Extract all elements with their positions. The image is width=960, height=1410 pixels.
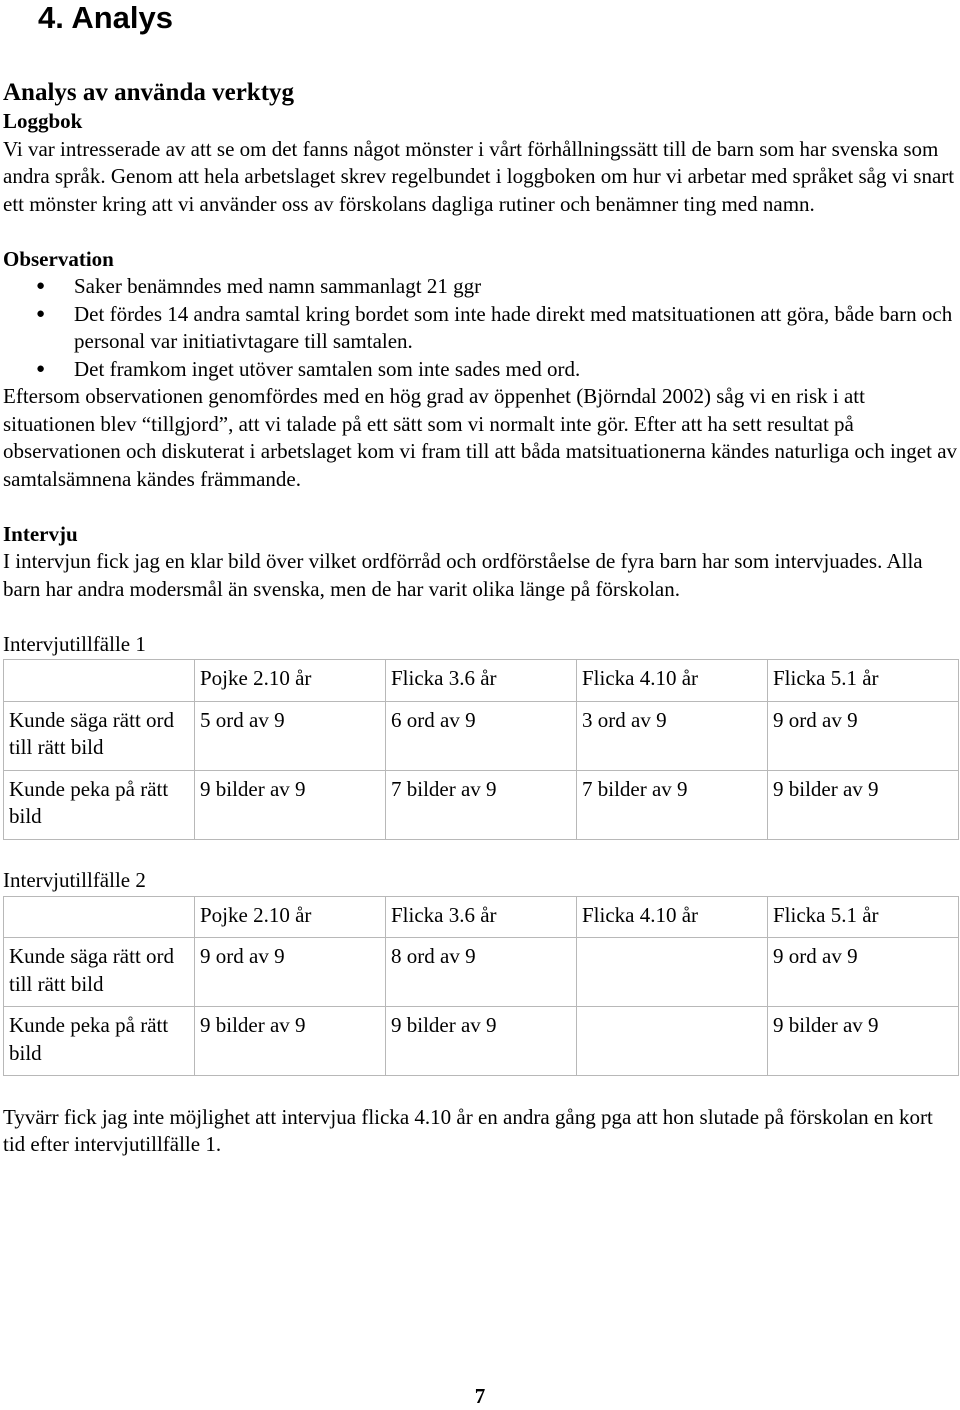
table-cell: 9 bilder av 9 xyxy=(195,770,386,839)
loggbok-title: Loggbok xyxy=(3,109,83,133)
bullet-icon: ● xyxy=(36,360,46,377)
bullet-icon: ● xyxy=(36,278,46,294)
table-row xyxy=(4,938,959,1007)
bullet-icon: ● xyxy=(36,305,46,322)
table-header-cell: Flicka 5.1 år xyxy=(768,660,959,702)
list-item xyxy=(3,273,958,301)
table-cell xyxy=(577,938,768,1007)
table-header-cell: Pojke 2.10 år xyxy=(195,896,386,938)
list-item xyxy=(3,301,958,356)
table-row xyxy=(4,1007,959,1076)
table-cell: 7 bilder av 9 xyxy=(386,770,577,839)
row-label-cell: Kunde säga rätt ord till rätt bild xyxy=(4,701,195,770)
interview-table-1 xyxy=(3,659,959,840)
table-row xyxy=(4,770,959,839)
row-label-cell: Kunde peka på rätt bild xyxy=(4,1007,195,1076)
list-item-text: Saker benämndes med namn sammanlagt 21 ggr xyxy=(74,274,482,298)
table-cell xyxy=(4,896,195,938)
interview-table-2 xyxy=(3,896,959,1077)
spacer xyxy=(3,603,958,631)
table-cell: 8 ord av 9 xyxy=(386,938,577,1007)
table-cell: 9 bilder av 9 xyxy=(386,1007,577,1076)
intervju-title: Intervju xyxy=(3,521,78,546)
table-cell: 9 bilder av 9 xyxy=(768,770,959,839)
table-cell: 7 bilder av 9 xyxy=(577,770,768,839)
table-header-cell: Flicka 3.6 år xyxy=(386,896,577,938)
observation-list xyxy=(3,273,958,383)
intervju-paragraph: I intervjun fick jag en klar bild över vilket ordförråd och ordförståelse de fyra barn har som intervjuades. Alla barn har andra modersmål än svenska, men de har varit olika länge på förskolan. xyxy=(3,549,923,601)
table-cell: 6 ord av 9 xyxy=(386,701,577,770)
table-header-cell: Flicka 4.10 år xyxy=(577,896,768,938)
spacer xyxy=(3,218,958,246)
list-item-text: Det fördes 14 andra samtal kring bordet som inte hade direkt med matsituationen att göra, både barn och personal var initiativtagare till samtalen. xyxy=(74,301,953,353)
spacer xyxy=(3,1076,958,1104)
table-cell: 3 ord av 9 xyxy=(577,701,768,770)
loggbok-paragraph: Vi var intresserade av att se om det fanns något mönster i vårt förhållningssätt till de barn som har svenska som andra språk. Genom att hela arbetslaget skrev regelbundet i loggboken om hur vi arbetar med språket såg vi snart ett mönster kring att vi använder oss av förskolans dagliga rutiner och benämner ting med namn. xyxy=(3,136,955,216)
table-cell: 5 ord av 9 xyxy=(195,701,386,770)
row-label-cell: Kunde peka på rätt bild xyxy=(4,770,195,839)
table-header-row xyxy=(4,896,959,938)
spacer xyxy=(3,840,958,868)
table-header-cell: Flicka 5.1 år xyxy=(768,896,959,938)
table-cell: 9 ord av 9 xyxy=(195,938,386,1007)
table-cell: 9 ord av 9 xyxy=(768,938,959,1007)
table-cell xyxy=(577,1007,768,1076)
table-header-cell: Pojke 2.10 år xyxy=(195,660,386,702)
chapter-heading: 4. Analys xyxy=(38,0,173,35)
table-cell: 9 bilder av 9 xyxy=(768,1007,959,1076)
table-cell: 9 ord av 9 xyxy=(768,701,959,770)
section-title: Analys av använda verktyg xyxy=(3,79,295,106)
table-caption: Intervjutillfälle 2 xyxy=(3,868,146,892)
closing-paragraph: Tyvärr fick jag inte möjlighet att intervjua flicka 4.10 år en andra gång pga att hon slutade på förskolan en kort tid efter intervjutillfälle 1. xyxy=(3,1104,933,1156)
page-number: 7 xyxy=(474,1384,486,1408)
spacer xyxy=(3,493,958,521)
observation-title: Observation xyxy=(3,246,114,271)
row-label-cell: Kunde säga rätt ord till rätt bild xyxy=(4,938,195,1007)
table-caption: Intervjutillfälle 1 xyxy=(3,631,146,656)
table-cell: 9 bilder av 9 xyxy=(195,1007,386,1076)
observation-paragraph: Eftersom observationen genomfördes med en hög grad av öppenhet (Björndal 2002) såg vi en risk i att situationen blev “tillgjord”, att vi talade på ett sätt som vi normalt inte gör. Efter att ha sett resultat på observationen och diskuterat i arbetslaget kom vi fram till att båda matsituationerna kändes naturliga och inget av samtalsämnena kändes främmande. xyxy=(3,384,958,491)
table-header-cell: Flicka 4.10 år xyxy=(577,660,768,702)
table-cell xyxy=(4,660,195,702)
list-item-text: Det framkom inget utöver samtalen som inte sades med ord. xyxy=(74,356,581,381)
table-header-cell: Flicka 3.6 år xyxy=(386,660,577,702)
content xyxy=(3,78,958,1159)
table-row xyxy=(4,701,959,770)
table-header-row xyxy=(4,660,959,702)
list-item xyxy=(3,356,958,384)
